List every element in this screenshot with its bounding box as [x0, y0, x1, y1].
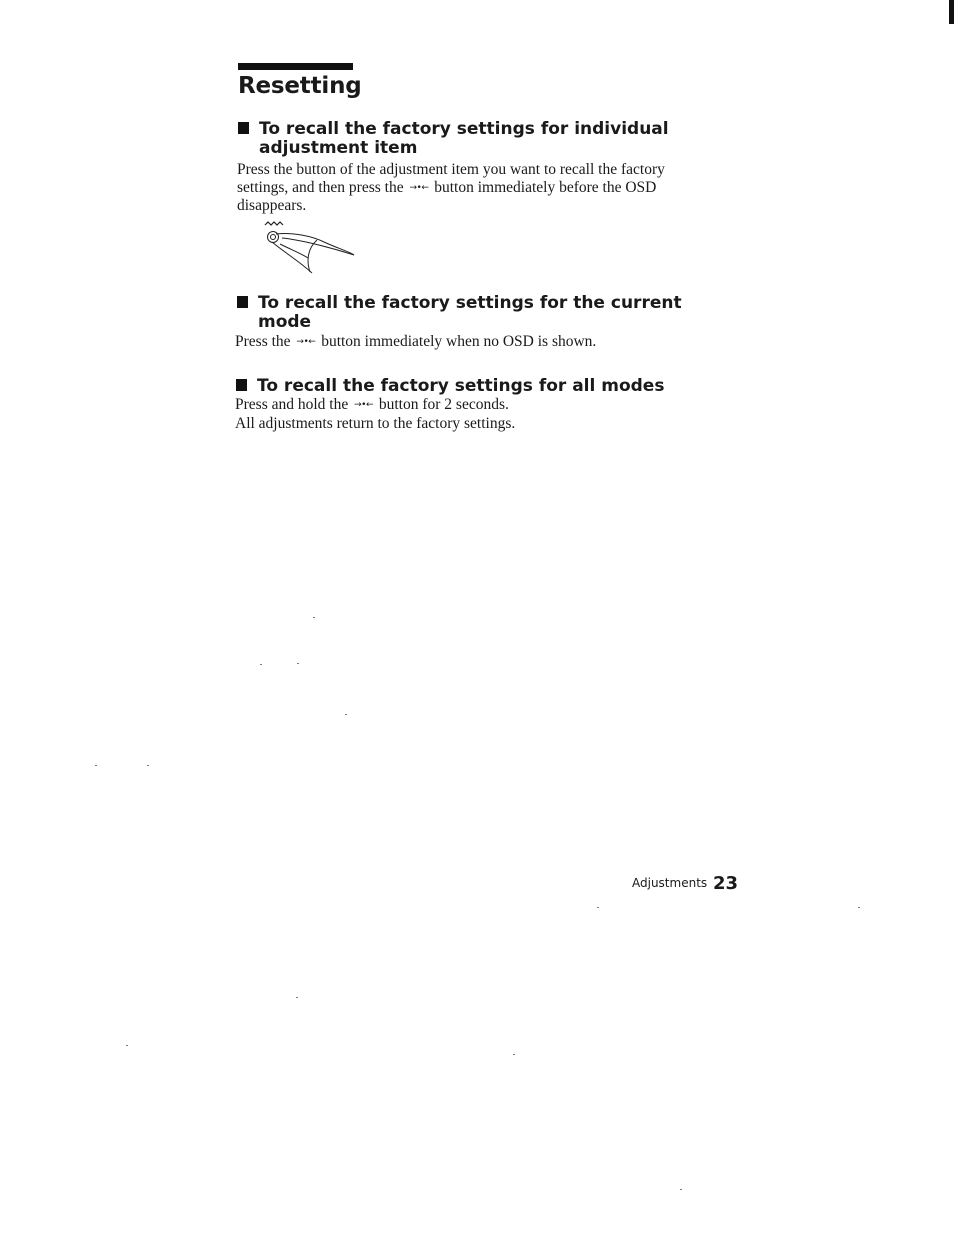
section-heading-all-modes: To recall the factory settings for all modes	[236, 377, 737, 396]
title-rule	[238, 63, 353, 70]
bullet-square-icon	[237, 296, 248, 308]
page-edge-mark	[949, 0, 954, 24]
reset-button-icon: →•←	[296, 337, 316, 347]
section-heading-individual-item: To recall the factory settings for individual adjustment item	[238, 120, 729, 158]
scan-speck	[260, 664, 262, 665]
scan-speck	[597, 907, 599, 908]
reset-button-icon: →•←	[409, 182, 429, 193]
footer-section-label: Adjustments	[632, 876, 708, 890]
scan-speck	[313, 617, 315, 618]
scan-speck	[345, 714, 347, 715]
button-symbol-icon	[265, 222, 283, 225]
section-body-all-modes: Press and hold the →•← button for 2 seconds. All adjustments return to the factory settings.	[235, 396, 516, 432]
section-body-individual-item: Press the button of the adjustment item you want to recall the factory settings, and then press the →•← button immediately before the OSD disappears.	[237, 161, 665, 214]
page-number: 23	[713, 873, 739, 894]
scan-speck	[297, 663, 299, 664]
bullet-square-icon	[238, 122, 249, 134]
scan-speck	[296, 997, 298, 998]
section-heading-current-mode: To recall the factory settings for the current mode	[237, 294, 728, 332]
scan-speck	[513, 1054, 515, 1055]
bullet-square-icon	[236, 379, 247, 391]
scan-speck	[126, 1045, 128, 1046]
scan-speck	[95, 765, 97, 766]
scan-speck	[858, 907, 860, 908]
scan-speck	[680, 1189, 682, 1190]
finger-pressing-button-icon	[262, 218, 362, 278]
page-title: Resetting	[238, 73, 362, 99]
section-body-current-mode: Press the →•← button immediately when no OSD is shown.	[235, 333, 597, 350]
reset-button-icon: →•←	[354, 400, 373, 410]
scan-speck	[147, 765, 149, 766]
